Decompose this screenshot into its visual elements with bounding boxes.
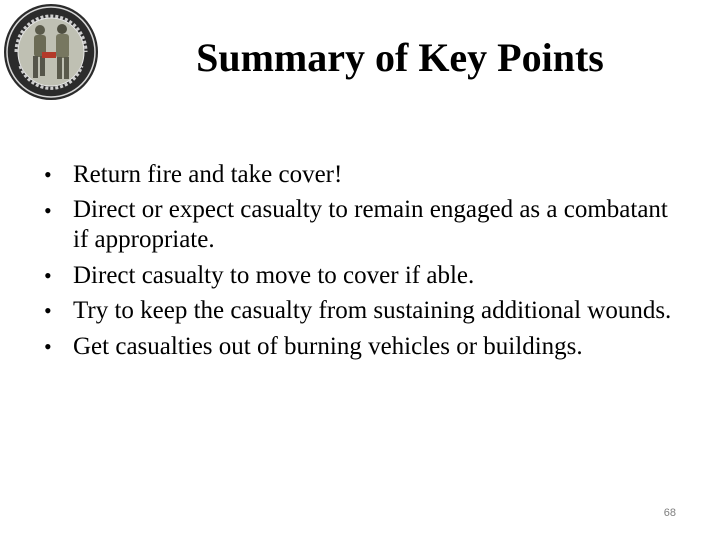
- list-item: [44, 258, 684, 294]
- page-number: 68: [663, 507, 676, 519]
- bullet-marker: •: [44, 262, 52, 288]
- bullet-marker: •: [44, 298, 52, 323]
- bullet-marker: •: [44, 197, 52, 223]
- list-item: [44, 157, 684, 193]
- bullet-marker: •: [44, 162, 52, 187]
- bullet-text: Direct casualty to move to cover if able.: [73, 261, 475, 289]
- list-item: [44, 329, 684, 365]
- bullet-text: Try to keep the casualty from sustaining additional wounds.: [73, 297, 672, 324]
- bullet-list: [44, 157, 684, 364]
- bullet-text: Direct or expect casualty to remain engaged as a combatant if appropriate.: [73, 196, 668, 253]
- tactical-combat-casualty-care-seal-icon: [2, 2, 100, 102]
- bullet-text: Get casualties out of burning vehicles or buildings.: [73, 332, 583, 360]
- bullet-marker: •: [44, 333, 52, 359]
- slide-title: Summary of Key Points: [196, 35, 604, 80]
- list-item: [44, 193, 684, 258]
- list-item: [44, 293, 684, 329]
- bullet-text: Return fire and take cover!: [73, 161, 343, 188]
